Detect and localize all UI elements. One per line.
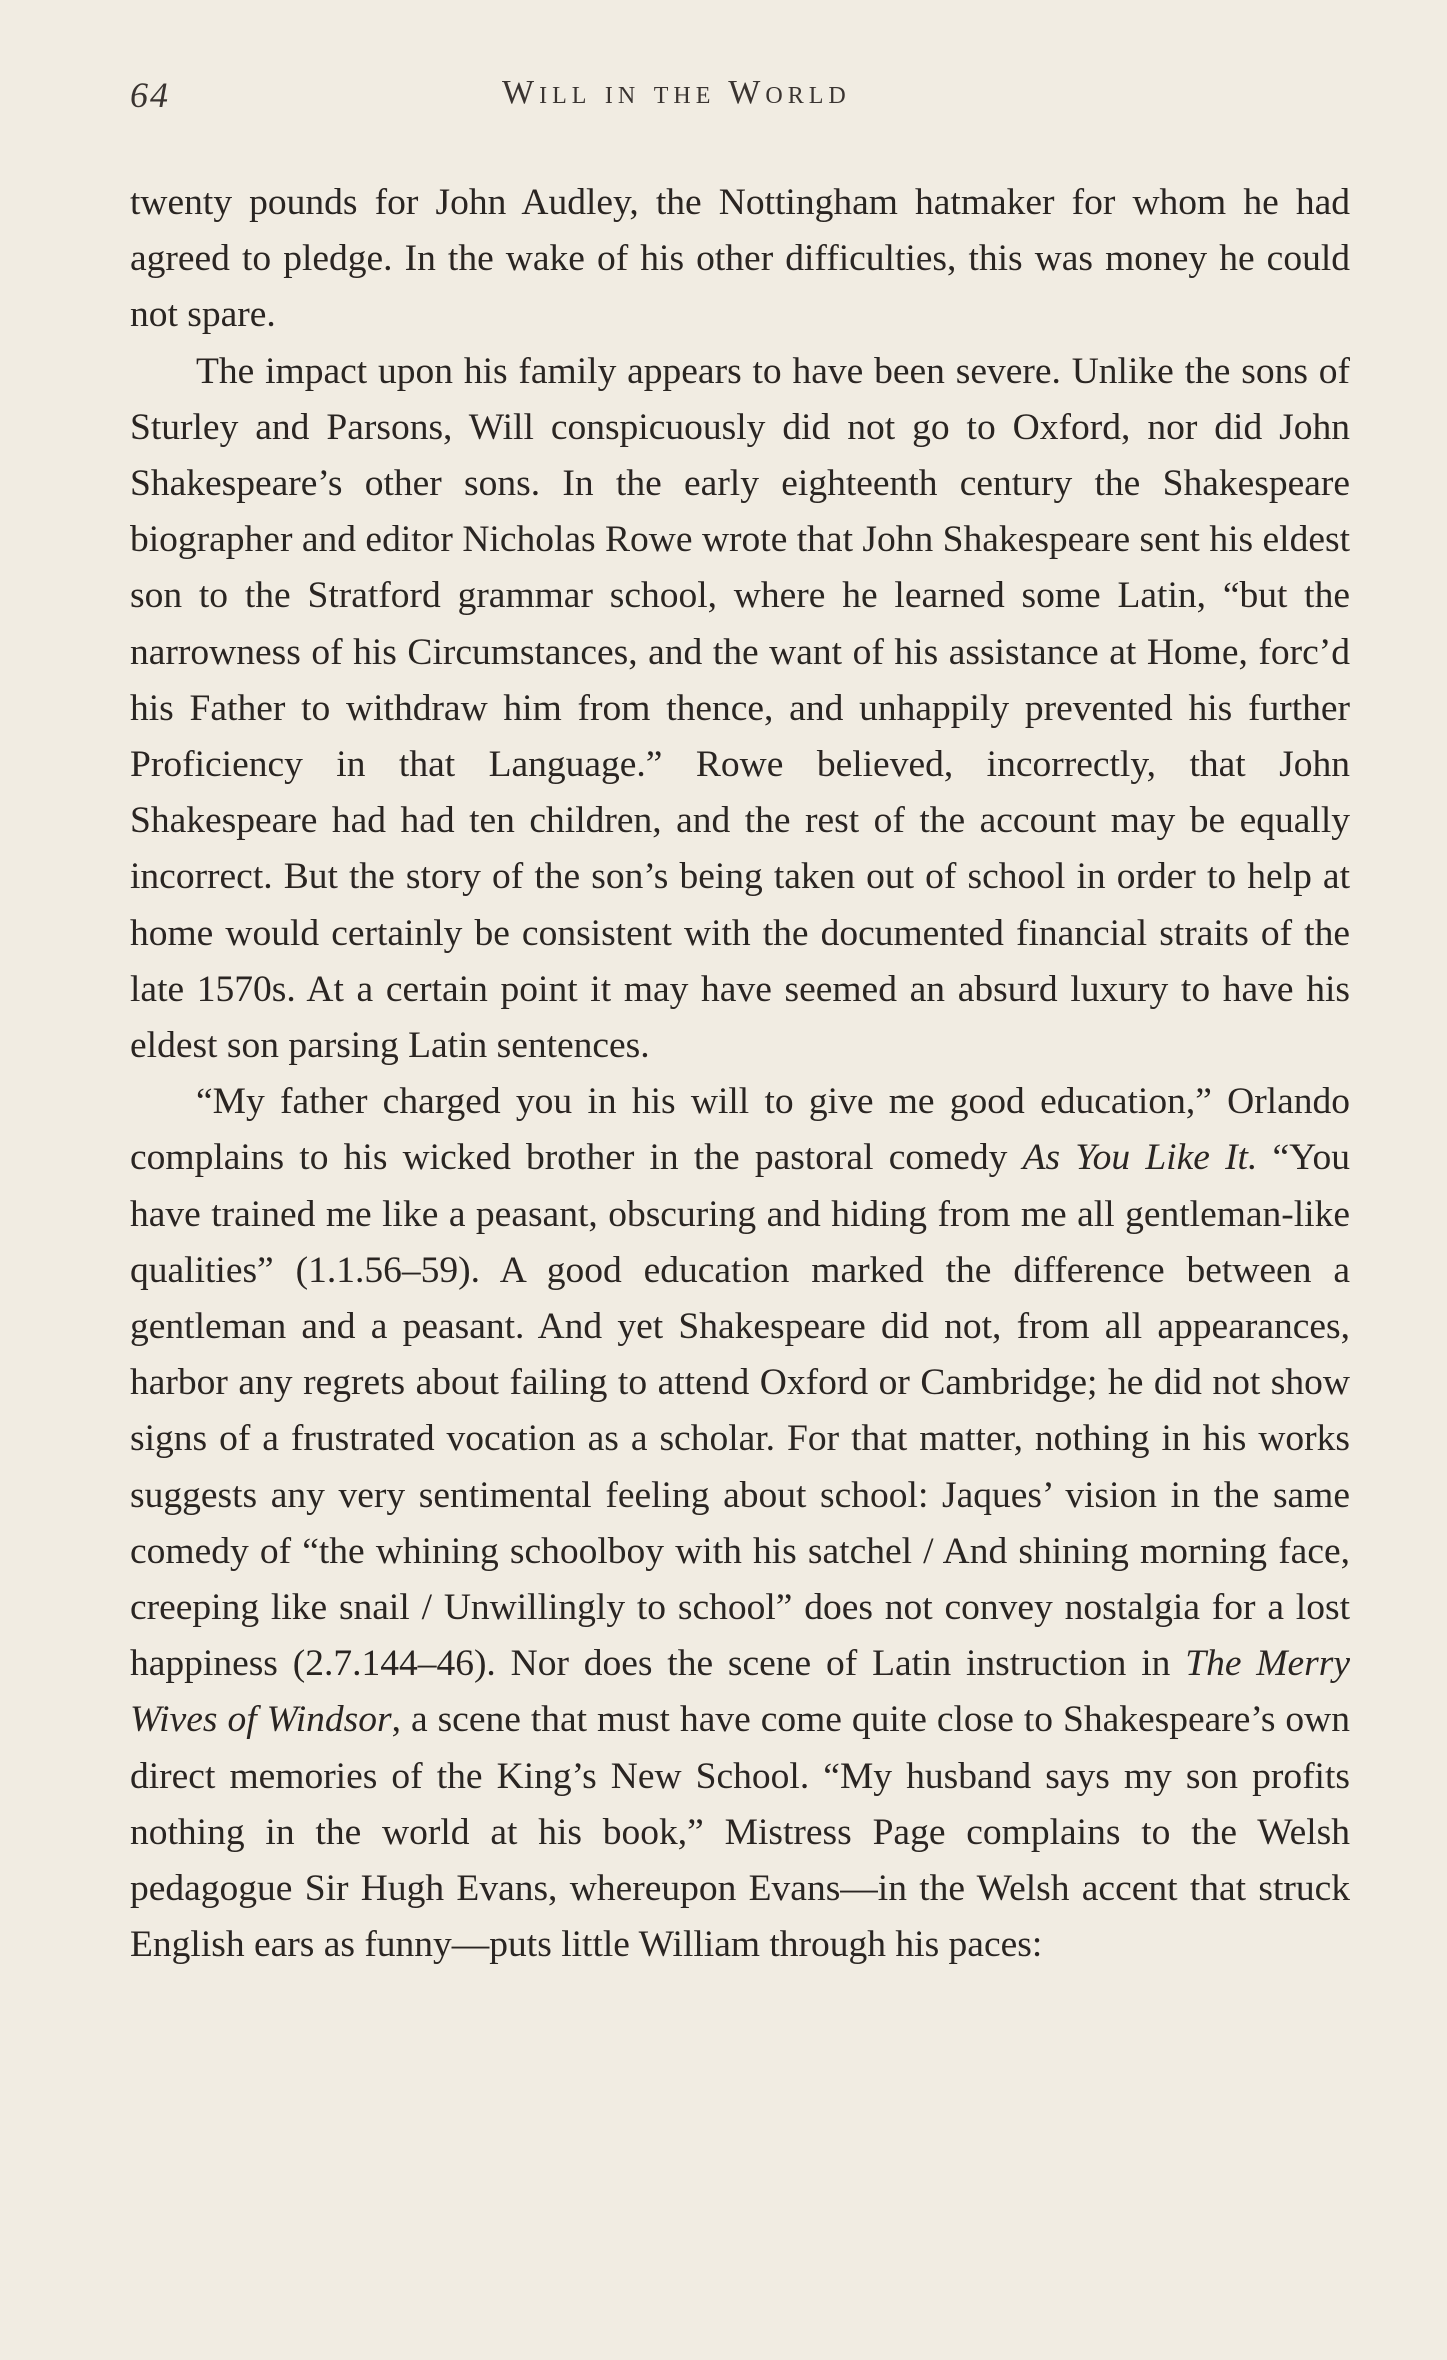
paragraph-1 bbox=[130, 175, 1350, 344]
paragraph-3-text-b: “You have trained me like a peasant, obscuring and hiding from me all gentleman-like qualities” (1.1.56–59). A good education marked the difference between a gentleman and a peasant. And yet Shakespeare did not, from all appearances, harbor any regrets about failing to attend Oxford or Cambridge; he did not show signs of a frustrated vocation as a scholar. For that matter, nothing in his works suggests any very sentimental feeling about school: Jaques’ vision in the same comedy of “the whining schoolboy with his satchel / And shining morning face, creeping like snail / Unwillingly to school” does not convey nostalgia for a lost happiness (2.7.144–46). Nor does the scene of Latin instruction in bbox=[130, 1137, 1351, 1685]
paragraph-1-text: twenty pounds for John Audley, the Nottingham hatmaker for whom he had agreed to pledge. In the wake of his other difficulties, this was money he could not spare. bbox=[130, 182, 1350, 336]
work-title-merry-wives: The Merry Wives of Windsor bbox=[130, 1643, 1350, 1741]
paragraph-3 bbox=[130, 1074, 1350, 1973]
paragraph-2-text: The impact upon his family appears to have been severe. Unlike the sons of Sturley and Parsons, Will conspicuously did not go to Oxford, nor did John Shakespeare’s other sons. In the early eighteenth century the Shakespeare biographer and editor Nicholas Rowe wrote that John Shakespeare sent his eldest son to the Stratford grammar school, where he learned some Latin, “but the narrowness of his Circumstances, and the want of his assistance at Home, forc’d his Father to withdraw him from thence, and unhappily prevented his further Proficiency in that Language.” Rowe believed, incorrectly, that John Shakespeare had had ten children, and the rest of the account may be equally incorrect. But the story of the son’s being taken out of school in order to help at home would certainly be consistent with the documented financial straits of the late 1570s. At a certain point it may have seemed an absurd luxury to have his eldest son parsing Latin sentences. bbox=[130, 350, 1350, 1067]
paragraph-2 bbox=[130, 344, 1350, 1075]
running-head: Will in the World bbox=[502, 74, 851, 111]
page-header bbox=[130, 70, 1350, 130]
paragraph-3-text-c: , a scene that must have come quite close to Shakespeare’s own direct memories of the King’s New School. “My husband says my son profits nothing in the world at his book,” Mistress Page complains to the Welsh pedagogue Sir Hugh Evans, whereupon Evans—in the Welsh accent that struck English ears as funny—puts little William through his paces: bbox=[130, 1699, 1350, 1966]
page-number: 64 bbox=[130, 75, 170, 115]
paragraph-3-text-a: “My father charged you in his will to give me good education,” Orlando complains to his wicked brother in the pastoral comedy bbox=[130, 1081, 1350, 1179]
work-title-as-you-like-it: As You Like It. bbox=[1022, 1137, 1258, 1179]
body-text bbox=[130, 175, 1350, 1974]
